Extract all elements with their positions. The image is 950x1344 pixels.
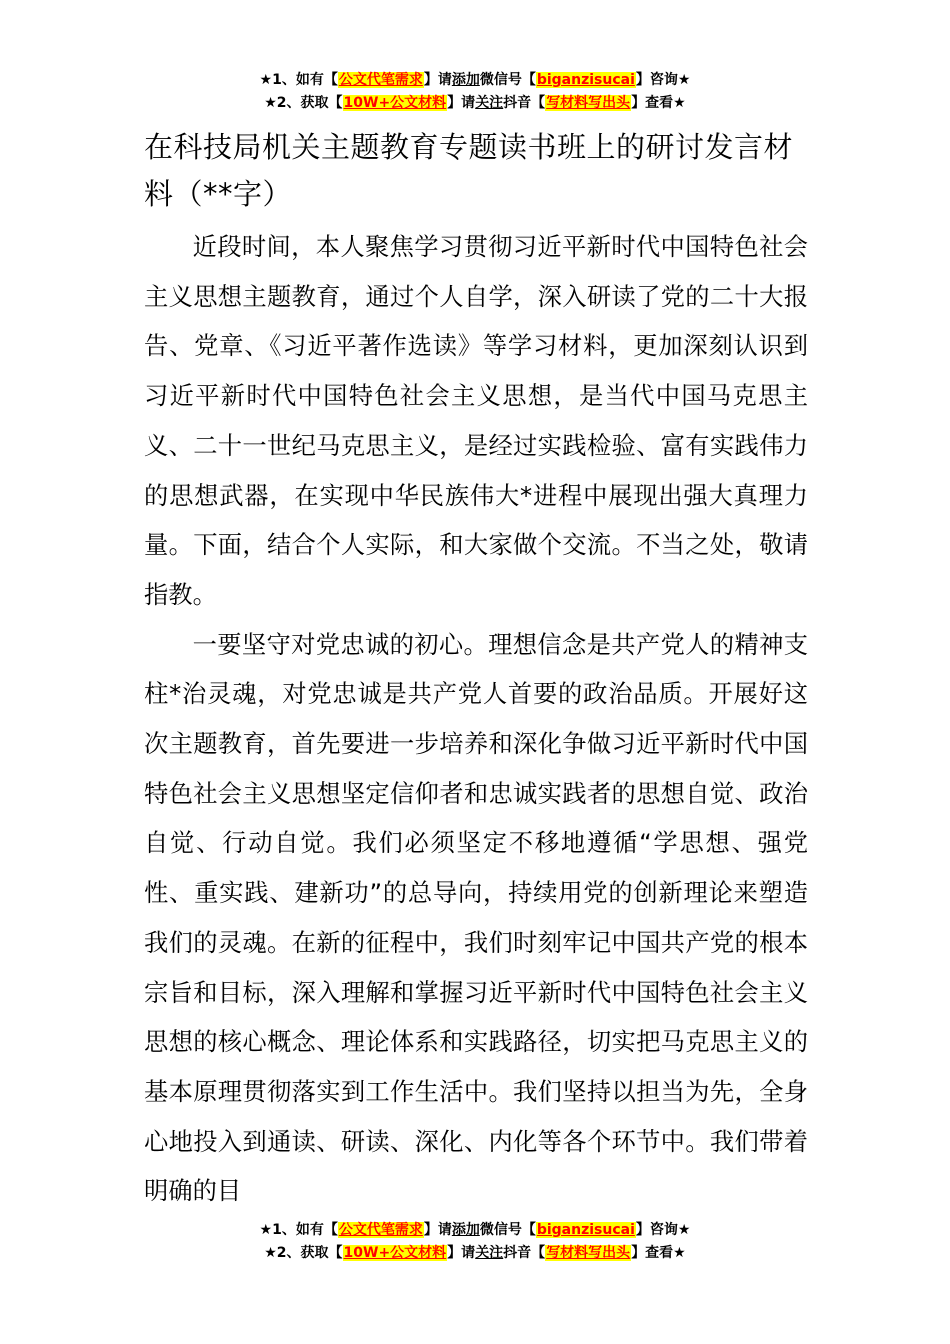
promo-highlight: biganzisucai xyxy=(536,1222,635,1238)
promo-text: 】请 xyxy=(423,1222,452,1238)
promo-text: ★2、获取【 xyxy=(264,1245,343,1261)
promo-line-2 xyxy=(0,1242,950,1265)
promo-text: 】咨询★ xyxy=(635,72,691,88)
promo-text: 微信号【 xyxy=(479,72,536,88)
promo-highlight: 公文代笔需求 xyxy=(338,1222,423,1238)
promo-text: 】咨询★ xyxy=(635,1222,691,1238)
promo-text: ★2、获取【 xyxy=(264,95,343,111)
promo-highlight: 写材料写出头 xyxy=(546,95,631,111)
promo-highlight: 10W+公文材料 xyxy=(343,95,447,111)
promo-text: 】请 xyxy=(447,1245,476,1261)
promo-text: ★1、如有【 xyxy=(259,72,338,88)
promo-highlight: 公文代笔需求 xyxy=(338,72,423,88)
promo-line-1 xyxy=(0,69,950,92)
promo-text: ★1、如有【 xyxy=(259,1222,338,1238)
promo-text: 】查看★ xyxy=(631,95,686,111)
promo-text: 】请 xyxy=(423,72,452,88)
promo-text: 微信号【 xyxy=(479,1222,536,1238)
paragraph: 近段时间，本人聚焦学习贯彻习近平新时代中国特色社会主义思想主题教育，通过个人自学，深入研读了党的二十大报告、党章、《习近平著作选读》等学习材料，更加深刻认识到习近平新时代中国特色社会主义思想，是当代中国马克思主义、二十一世纪马克思主义，是经过实践检验、富有实践伟力的思想武器，在实现中华民族伟大*进程中展现出强大真理力量。下面，结合个人实际，和大家做个交流。不当之处，敬请指教。 xyxy=(144,232,808,609)
document-body xyxy=(144,222,808,1216)
promo-highlight: biganzisucai xyxy=(536,72,635,88)
promo-text: 抖音【 xyxy=(503,1245,546,1261)
promo-text: 】请 xyxy=(447,95,476,111)
promo-line-1 xyxy=(0,1219,950,1242)
promo-underline: 关注 xyxy=(475,95,504,111)
promo-text: 】查看★ xyxy=(631,1245,686,1261)
promo-banner-bottom xyxy=(0,1219,950,1265)
promo-highlight: 10W+公文材料 xyxy=(343,1245,447,1261)
promo-underline: 添加 xyxy=(451,1222,480,1238)
promo-line-2 xyxy=(0,92,950,115)
promo-underline: 关注 xyxy=(475,1245,504,1261)
promo-text: 抖音【 xyxy=(503,95,546,111)
promo-banner-top xyxy=(0,69,950,115)
paragraph: 一要坚守对党忠诚的初心。理想信念是共产党人的精神支柱*治灵魂，对党忠诚是共产党人首要的政治品质。开展好这次主题教育，首先要进一步培养和深化争做习近平新时代中国特色社会主义思想坚定信仰者和忠诚实践者的思想自觉、政治自觉、行动自觉。我们必须坚定不移地遵循“学思想、强党性、重实践、建新功”的总导向，持续用党的创新理论来塑造我们的灵魂。在新的征程中，我们时刻牢记中国共产党的根本宗旨和目标，深入理解和掌握习近平新时代中国特色社会主义思想的核心概念、理论体系和实践路径，切实把马克思主义的基本原理贯彻落实到工作生活中。我们坚持以担当为先，全身心地投入到通读、研读、深化、内化等各个环节中。我们带着明确的目 xyxy=(144,629,808,1206)
document-title: 在科技局机关主题教育专题读书班上的研讨发言材料（**字） xyxy=(144,130,794,211)
promo-underline: 添加 xyxy=(451,72,480,88)
promo-highlight: 写材料写出头 xyxy=(546,1245,631,1261)
